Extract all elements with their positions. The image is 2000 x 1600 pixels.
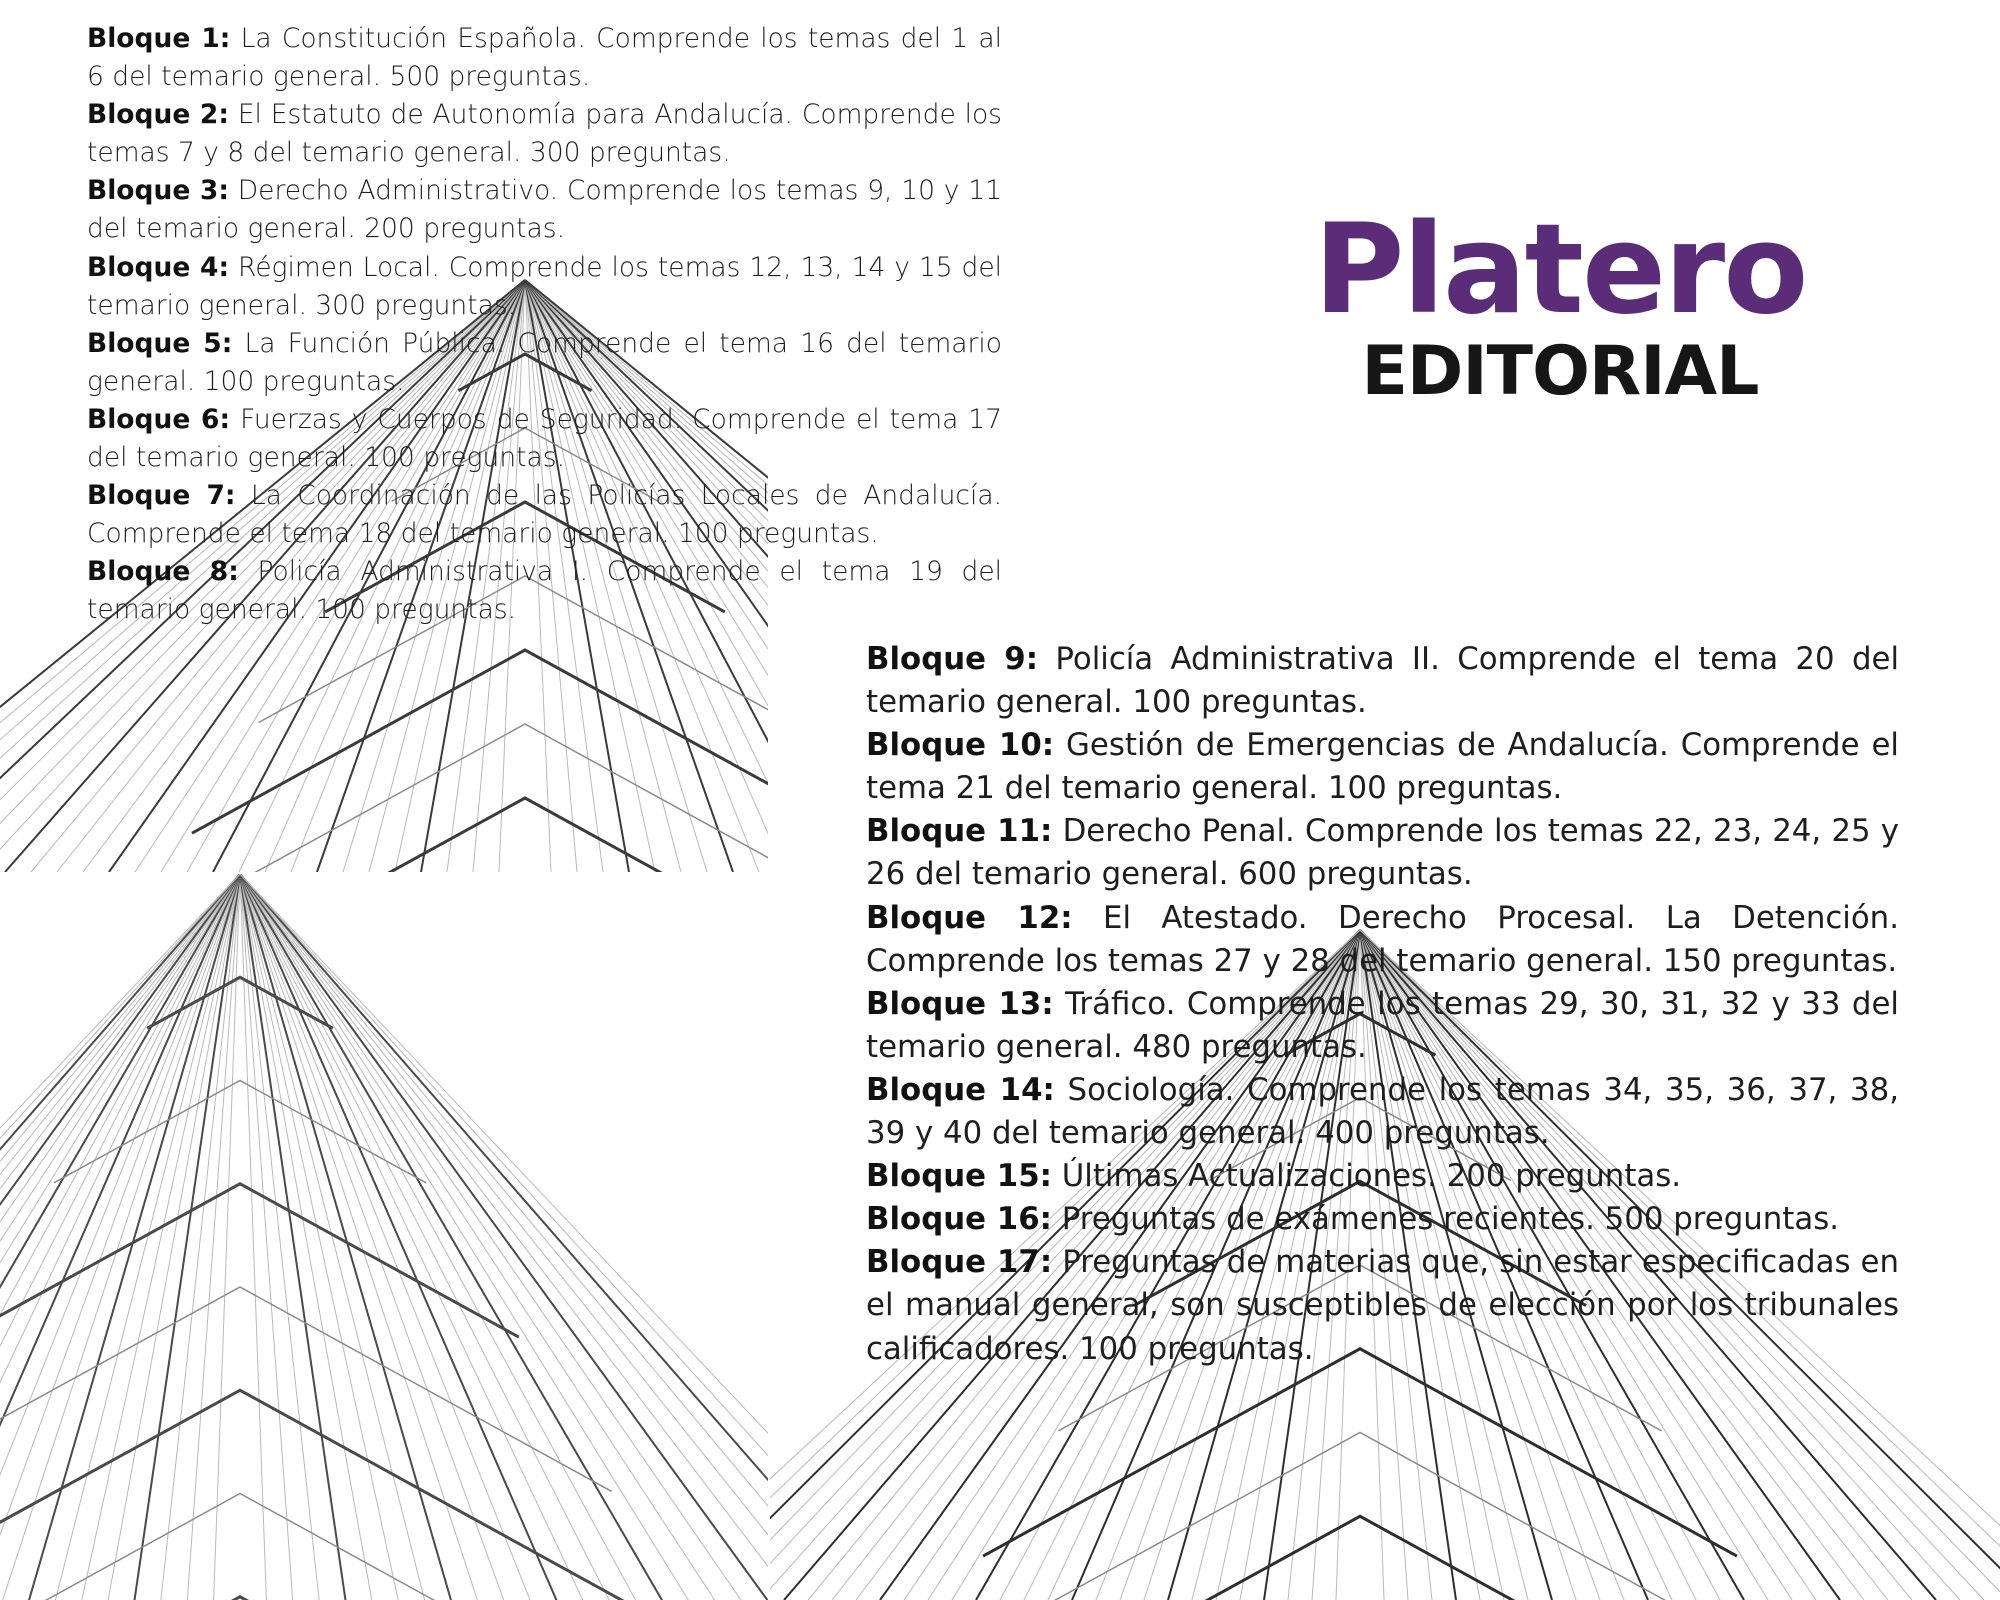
facade-line [240,874,570,1600]
block-label: Bloque 13: [866,985,1054,1022]
block-label: Bloque 9: [866,641,1039,677]
block-item [866,810,1899,896]
block-label: Bloque 5: [87,327,233,359]
facade-line [240,874,750,1600]
block-label: Bloque 3: [87,175,229,207]
block-label: Bloque 7: [87,480,236,512]
floor-edge [0,1287,612,1491]
block-description: Policía Administrativa II. Comprende el tema 20 del temario general. 100 preguntas. [866,641,1899,721]
block-description: Derecho Penal. Comprende los temas 22, 23, 24, 25 y 26 del temario general. 600 preguntas. [866,813,1899,893]
block-description: La Coordinación de las Policías Locales de Andalucía. Comprende el tema 18 del temario general. 100 preguntas. [87,480,1002,550]
block-item [87,20,1002,96]
block-item [87,325,1002,401]
block-label: Bloque 8: [87,556,239,588]
publisher-logo [1300,200,1820,412]
block-item [87,172,1002,248]
block-item [866,638,1899,724]
block-description: Gestión de Emergencias de Andalucía. Comprende el tema 21 del temario general. 100 preguntas. [866,727,1899,807]
block-label: Bloque 6: [87,403,231,435]
block-list-right [866,638,1899,1371]
facade-line [240,874,720,1600]
block-item [87,553,1002,629]
floor-edge [54,1081,426,1183]
floor-edge [983,1349,1737,1556]
block-label: Bloque 12: [866,899,1073,936]
block-label: Bloque 17: [866,1244,1053,1281]
facade-line [240,874,810,1600]
logo-subtitle: EDITORIAL [1361,332,1759,411]
block-item [866,1198,1899,1241]
block-list-left [87,20,1002,630]
block-label: Bloque 16: [866,1201,1052,1238]
block-item [866,1155,1899,1198]
block-description: Tráfico. Comprende los temas 29, 30, 31, 32 y 33 del temario general. 480 preguntas. [866,985,1899,1065]
block-description: El Atestado. Derecho Procesal. La Detención. Comprende los temas 27 y 28 del temario general. 150 preguntas. [866,899,1899,979]
block-label: Bloque 1: [87,23,231,54]
floor-edge [0,1184,519,1337]
block-description: Derecho Administrativo. Comprende los temas 9, 10 y 11 del temario general. 200 preguntas. [87,175,1002,245]
facade-line [240,874,960,1600]
block-label: Bloque 10: [866,727,1055,764]
block-description: Sociología. Comprende los temas 34, 35, 36, 37, 38, 39 y 40 del temario general. 400 preguntas. [866,1071,1899,1152]
logo-title: Platero [1313,198,1807,342]
block-label: Bloque 14: [866,1071,1055,1108]
floor-edge [192,650,858,833]
block-label: Bloque 11: [866,813,1053,850]
block-item [866,724,1899,810]
block-item [87,477,1002,553]
facade-line [240,874,360,1600]
facade-line [240,874,630,1600]
block-item [87,249,1002,325]
block-description: Fuerzas y Cuerpos de Seguridad. Comprende el tema 17 del temario general. 100 preguntas. [87,403,1002,474]
block-item [866,897,1899,983]
block-item [87,96,1002,172]
floor-edge [832,1516,1887,1600]
block-label: Bloque 15: [866,1158,1052,1195]
block-description: Preguntas de exámenes recientes. 500 preguntas. [1061,1201,1840,1238]
block-description: El Estatuto de Autonomía para Andalucía. Comprende los temas 7 y 8 del temario general. 300 preguntas. [87,99,1002,169]
block-item [87,401,1002,477]
block-description: Régimen Local. Comprende los temas 12, 13, 14 y 15 del temario general. 300 preguntas. [87,251,1002,321]
block-item [866,1241,1899,1370]
block-item [866,1069,1899,1155]
block-description: La Constitución Española. Comprende los temas del 1 al 6 del temario general. 500 preguntas. [87,23,1002,93]
block-description: La Función Pública. Comprende el tema 16 del temario general. 100 preguntas. [87,327,1002,397]
block-label: Bloque 2: [87,99,229,131]
block-item [866,983,1899,1069]
block-description: Preguntas de materias que, sin estar especificadas en el manual general, son susceptibles de elección por los tribunales calificadores. 100 preguntas. [866,1244,1899,1367]
facade-line [240,874,510,1600]
block-label: Bloque 4: [87,251,230,283]
facade-line [0,874,240,1600]
block-description: Policía Administrativa I. Comprende el tema 19 del temario general. 100 preguntas. [87,556,1002,626]
block-description: Últimas Actualizaciones. 200 preguntas. [1061,1158,1682,1195]
facade-line [120,874,240,1600]
